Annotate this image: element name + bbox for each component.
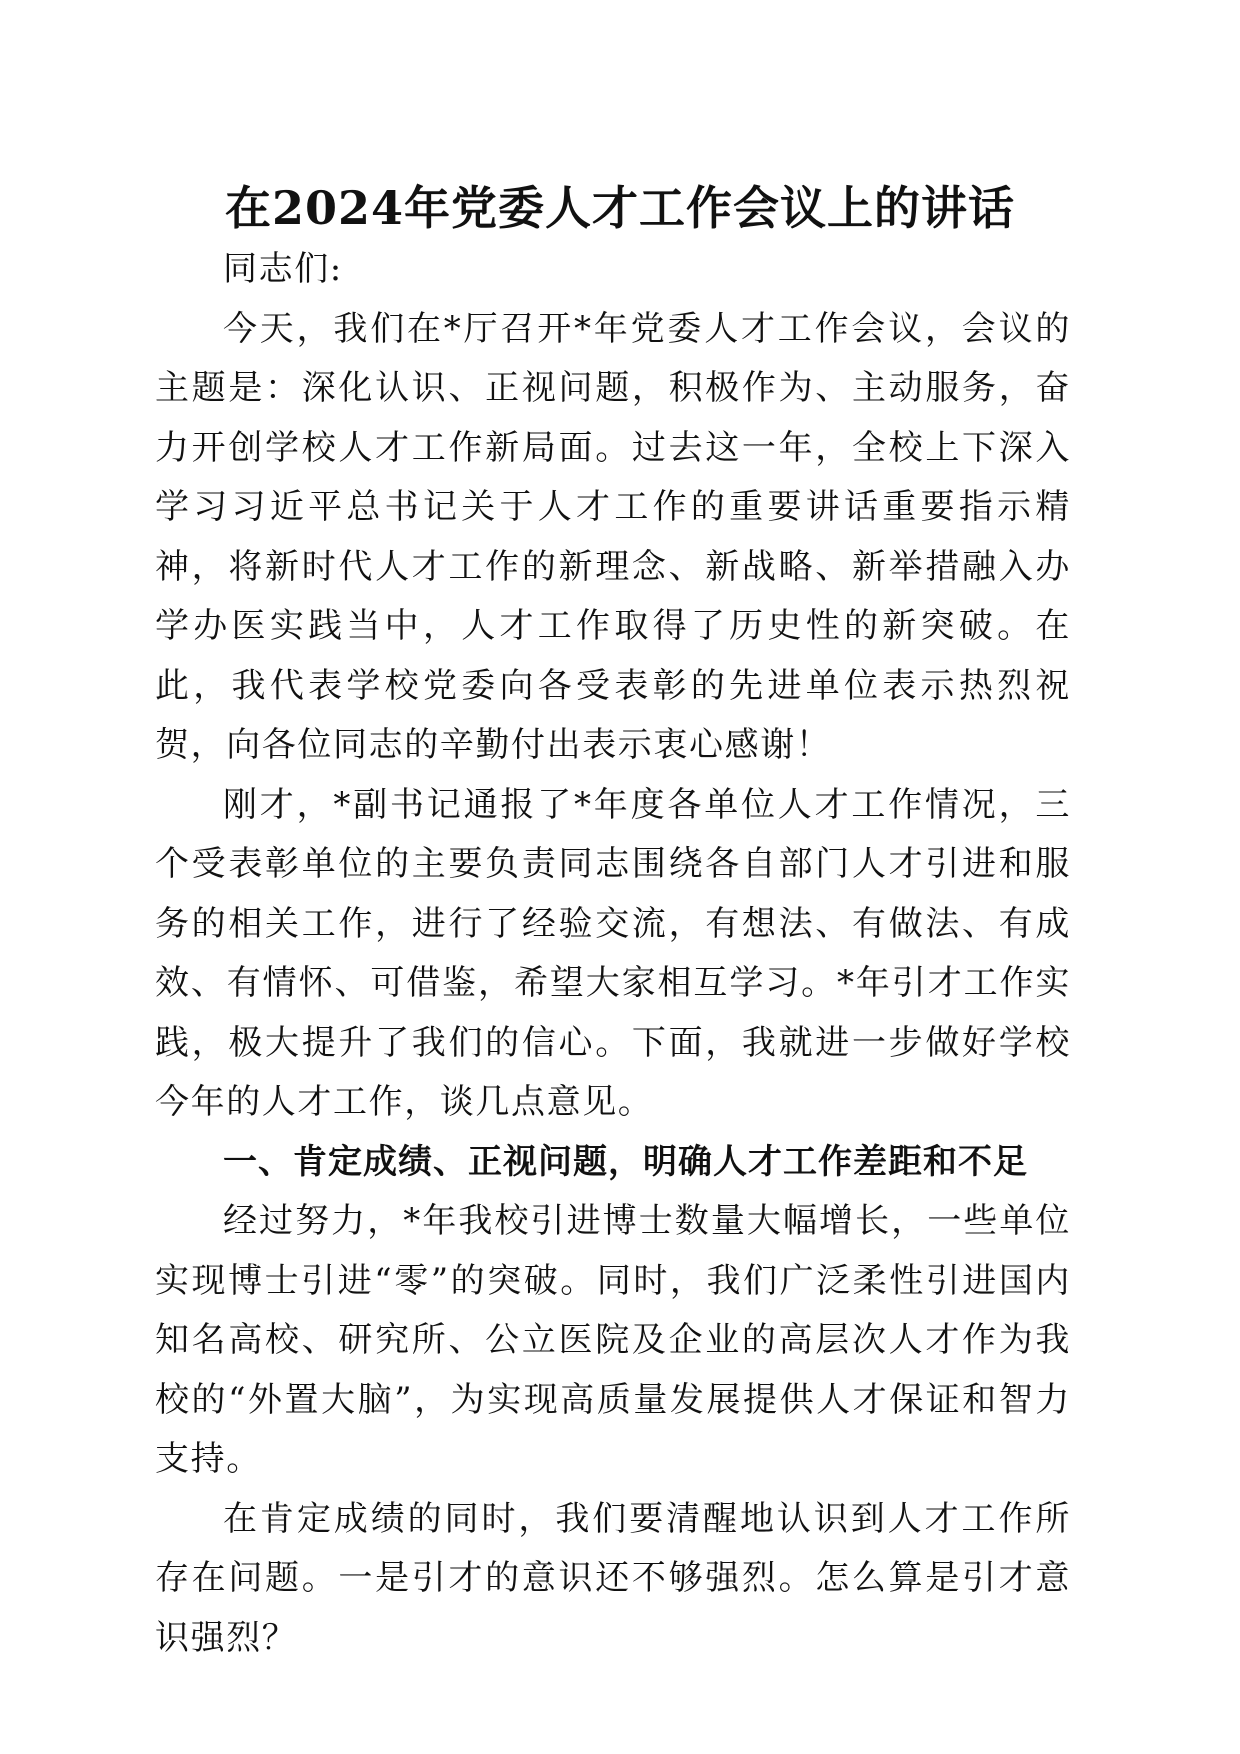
document-title: 在2024年党委人才工作会议上的讲话: [224, 181, 1016, 235]
document-body: [155, 240, 1071, 1668]
section-heading: 一、肯定成绩、正视问题，明确人才工作差距和不足: [223, 1141, 1028, 1182]
paragraph: 今天，我们在*厅召开*年党委人才工作会议，会议的主题是：深化认识、正视问题，积极作为、主动服务，奋力开创学校人才工作新局面。过去这一年，全校上下深入学习习近平总书记关于人才工作的重要讲话重要指示精神，将新时代人才工作的新理念、新战略、新举措融入办学办医实践当中，人才工作取得了历史性的新突破。在此，我代表学校党委向各受表彰的先进单位表示热烈祝贺，向各位同志的辛勤付出表示衷心感谢！: [155, 308, 1071, 765]
paragraph: 经过努力，*年我校引进博士数量大幅增长，一些单位实现博士引进“零”的突破。同时，我们广泛柔性引进国内知名高校、研究所、公立医院及企业的高层次人才作为我校的“外置大脑”，为实现高质量发展提供人才保证和智力支持。: [155, 1201, 1071, 1479]
paragraph: 在肯定成绩的同时，我们要清醒地认识到人才工作所存在问题。一是引才的意识还不够强烈。怎么算是引才意识强烈？: [155, 1498, 1071, 1658]
paragraph: 刚才，*副书记通报了*年度各单位人才工作情况，三个受表彰单位的主要负责同志围绕各自部门人才引进和服务的相关工作，进行了经验交流，有想法、有做法、有成效、有情怀、可借鉴，希望大家相互学习。*年引才工作实践，极大提升了我们的信心。下面，我就进一步做好学校今年的人才工作，谈几点意见。: [155, 784, 1071, 1122]
salutation: 同志们:: [223, 249, 343, 289]
